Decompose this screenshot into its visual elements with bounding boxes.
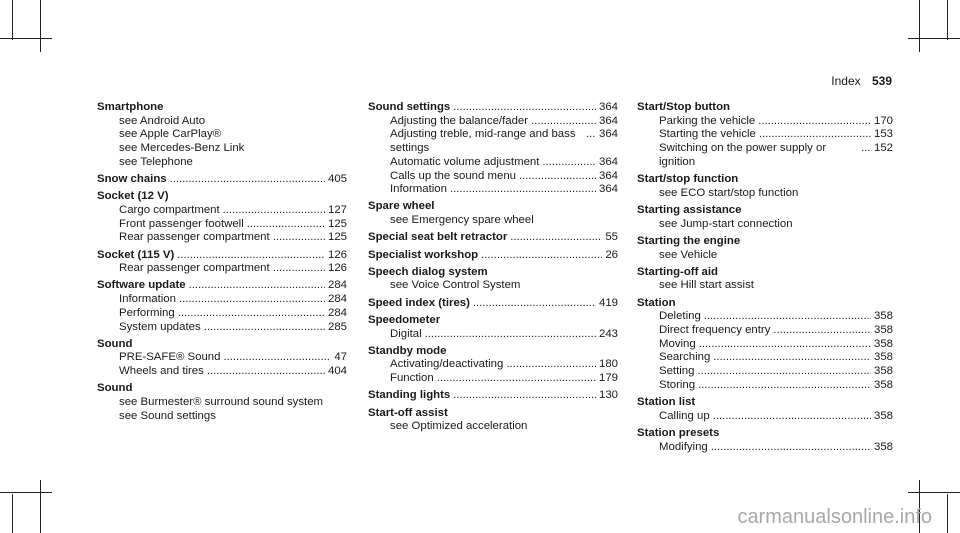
index-subentry-text: Automatic volume adjustment	[390, 155, 540, 168]
dot-leader	[697, 365, 871, 379]
index-subentry-text: Modifying	[659, 440, 708, 453]
index-heading[interactable]	[368, 407, 618, 421]
index-subentry[interactable]	[368, 115, 618, 129]
index-heading-text: Standing lights	[368, 389, 451, 402]
index-heading-text: Sound	[97, 382, 133, 395]
index-entry	[368, 231, 618, 245]
page-reference[interactable]: 364	[598, 169, 618, 182]
index-heading-text: Standby mode	[368, 344, 447, 357]
dot-leader	[542, 156, 596, 170]
index-column	[637, 101, 893, 458]
index-subentry[interactable]	[637, 218, 893, 232]
index-subentry-text: Rear passenger compartment	[119, 231, 270, 244]
index-heading-text: Speedometer	[368, 313, 441, 326]
index-heading[interactable]	[368, 200, 618, 214]
page-reference[interactable]: 170	[873, 114, 893, 127]
dot-leader	[178, 307, 325, 321]
index-entry	[637, 101, 893, 170]
index-subentry[interactable]	[368, 214, 618, 228]
index-subentry-text: see Burmester® surround sound system	[119, 396, 324, 409]
index-heading[interactable]	[637, 396, 893, 410]
index-subentry[interactable]	[97, 262, 347, 276]
crop-mark	[947, 494, 948, 533]
crop-mark	[947, 0, 948, 40]
index-column	[97, 101, 347, 427]
dot-leader	[773, 324, 871, 338]
index-entry	[637, 204, 893, 231]
page-reference[interactable]: 26	[605, 248, 618, 261]
index-subentry[interactable]	[637, 249, 893, 263]
index-subentry[interactable]	[97, 307, 347, 321]
index-subentry-text: see Voice Control System	[390, 279, 521, 292]
dot-leader	[510, 231, 602, 245]
index-heading-text: Station presets	[637, 426, 720, 439]
index-subentry[interactable]	[97, 115, 347, 129]
index-heading-text: Start/stop function	[637, 173, 739, 186]
index-entry	[637, 396, 893, 423]
index-subentry[interactable]	[368, 372, 618, 386]
index-entry	[368, 200, 618, 227]
index-subentry[interactable]	[368, 279, 618, 293]
dot-leader	[179, 293, 325, 307]
index-subentry-text: Starting the vehicle	[659, 128, 756, 141]
index-subentry[interactable]	[368, 328, 618, 342]
index-subentry[interactable]	[97, 365, 347, 379]
page-reference[interactable]: 364	[598, 183, 618, 196]
dot-leader	[481, 249, 602, 263]
index-subentry[interactable]	[637, 379, 893, 393]
dot-leader	[519, 170, 596, 184]
page-reference[interactable]: 358	[873, 337, 893, 350]
index-subentry[interactable]	[637, 310, 893, 324]
index-heading-text: Start/Stop button	[637, 101, 731, 113]
index-heading[interactable]	[368, 249, 618, 263]
index-heading[interactable]	[368, 389, 618, 403]
index-heading-text: Spare wheel	[368, 200, 435, 213]
page-reference[interactable]: 358	[873, 351, 893, 364]
index-entry	[368, 266, 618, 293]
index-subentry-text: Cargo compartment	[119, 203, 220, 216]
dot-leader	[453, 101, 596, 115]
crop-mark	[908, 38, 960, 39]
page-reference[interactable]: 358	[873, 378, 893, 391]
index-entry	[637, 235, 893, 262]
index-subentry[interactable]	[637, 351, 893, 365]
index-subentry[interactable]	[97, 410, 347, 424]
dot-leader	[273, 262, 325, 276]
page-reference[interactable]: 180	[598, 358, 618, 371]
index-subentry[interactable]	[368, 170, 618, 184]
page-reference[interactable]: 364	[598, 155, 618, 168]
index-heading[interactable]	[97, 101, 347, 115]
index-heading-text: Socket (115 V)	[97, 248, 175, 261]
index-entry	[368, 249, 618, 263]
index-subentry[interactable]	[637, 128, 893, 142]
index-heading-text: Special seat belt retractor	[368, 231, 508, 244]
index-subentry-text: Storing	[659, 378, 696, 391]
dot-leader	[273, 231, 325, 245]
page-reference[interactable]: 358	[873, 365, 893, 378]
page-reference[interactable]: 126	[327, 262, 347, 275]
index-heading-text: Specialist workshop	[368, 248, 479, 261]
page-reference[interactable]: 126	[327, 248, 347, 261]
index-entry	[637, 427, 893, 454]
crop-mark	[40, 480, 41, 533]
crop-mark	[40, 0, 41, 52]
index-heading[interactable]	[368, 101, 618, 115]
index-heading[interactable]	[637, 173, 893, 187]
index-heading-text: Start-off assist	[368, 406, 448, 419]
index-heading[interactable]	[637, 427, 893, 441]
index-entry	[97, 190, 347, 245]
index-subentry[interactable]	[637, 279, 893, 293]
index-subentry[interactable]	[97, 351, 347, 365]
dot-leader	[189, 279, 325, 293]
index-heading[interactable]	[637, 235, 893, 249]
index-heading-text: Socket (12 V)	[97, 190, 169, 203]
index-entry	[637, 173, 893, 200]
index-heading[interactable]	[368, 297, 618, 311]
index-subentry[interactable]	[637, 365, 893, 379]
index-subentry[interactable]	[97, 128, 347, 142]
page-reference[interactable]: 364	[598, 101, 618, 113]
index-entry	[97, 101, 347, 170]
index-heading-text: Starting-off aid	[637, 265, 718, 278]
index-heading-text: Speed index (tires)	[368, 296, 470, 309]
index-subentry[interactable]	[97, 231, 347, 245]
index-subentry[interactable]	[368, 183, 618, 197]
page-reference[interactable]: 47	[334, 351, 347, 364]
dot-leader	[247, 218, 325, 232]
index-entry	[97, 173, 347, 187]
crop-mark	[919, 0, 920, 52]
index-entry	[637, 297, 893, 393]
index-subentry-text: see Vehicle	[659, 248, 718, 261]
index-heading[interactable]	[97, 173, 347, 187]
index-subentry-text: see Hill start assist	[659, 279, 754, 292]
dot-leader	[699, 338, 871, 352]
dot-leader	[759, 128, 871, 142]
index-entry	[368, 101, 618, 197]
index-entry	[97, 382, 347, 423]
crop-mark	[908, 492, 960, 493]
index-subentry-text: Information	[390, 183, 447, 196]
index-subentry-text: System updates	[119, 320, 201, 333]
index-heading-text: Speech dialog system	[368, 265, 488, 278]
index-subentry-text: Adjusting treble, mid-range and bass settings	[390, 128, 576, 155]
index-subentry[interactable]	[97, 142, 347, 156]
index-heading[interactable]	[637, 266, 893, 280]
index-heading[interactable]	[637, 204, 893, 218]
index-subentry-text: see Emergency spare wheel	[390, 214, 534, 227]
dot-leader	[758, 115, 871, 129]
crop-mark	[0, 492, 52, 493]
page-reference[interactable]: 130	[598, 389, 618, 402]
page-reference[interactable]: 284	[327, 293, 347, 306]
page-reference[interactable]: 152	[873, 142, 893, 155]
index-subentry-text: Direct frequency entry	[659, 324, 771, 337]
dot-leader	[170, 173, 325, 187]
index-subentry[interactable]	[368, 128, 618, 155]
index-subentry-text: Deleting	[659, 310, 701, 323]
index-heading-text: Station list	[637, 396, 696, 409]
index-subentry[interactable]	[97, 321, 347, 335]
index-subentry[interactable]	[637, 410, 893, 424]
dot-leader	[177, 249, 325, 263]
page-reference[interactable]: 284	[327, 306, 347, 319]
index-heading[interactable]	[368, 345, 618, 359]
page-reference[interactable]: 358	[873, 310, 893, 323]
page-reference[interactable]: 364	[598, 114, 618, 127]
page-reference[interactable]: 153	[873, 128, 893, 141]
page-reference[interactable]: 179	[598, 372, 618, 385]
index-heading[interactable]	[97, 249, 347, 263]
dot-leader	[711, 441, 871, 455]
dot-leader	[437, 372, 596, 386]
index-subentry[interactable]	[637, 441, 893, 455]
index-subentry-text: Calling up	[659, 409, 710, 422]
index-heading-text: Snow chains	[97, 173, 167, 186]
index-entry	[97, 249, 347, 276]
crop-mark	[0, 38, 52, 39]
index-heading[interactable]	[97, 382, 347, 396]
index-subentry[interactable]	[637, 187, 893, 201]
index-heading-text: Software update	[97, 279, 186, 292]
index-entry	[368, 297, 618, 311]
index-subentry-text: Searching	[659, 351, 711, 364]
dot-leader	[713, 410, 871, 424]
index-subentry[interactable]	[637, 324, 893, 338]
index-subentry[interactable]	[637, 115, 893, 129]
index-heading-text: Station	[637, 296, 676, 309]
page-reference[interactable]: 358	[873, 324, 893, 337]
dot-leader	[473, 297, 596, 311]
index-heading-text: Sound settings	[368, 101, 451, 113]
index-subentry[interactable]	[637, 338, 893, 352]
index-subentry-text: Information	[119, 293, 176, 306]
dot-leader	[204, 321, 325, 335]
index-subentry-text: Moving	[659, 337, 696, 350]
index-subentry-text: see Sound settings	[119, 409, 216, 422]
dot-leader	[450, 183, 596, 197]
index-subentry-text: see Optimized acceleration	[390, 420, 528, 433]
index-subentry-text: Activating/deactivating	[390, 358, 504, 371]
index-subentry[interactable]	[637, 142, 893, 169]
page-reference[interactable]: 125	[327, 231, 347, 244]
index-entry	[637, 266, 893, 293]
index-subentry-text: see Apple CarPlay®	[119, 128, 222, 141]
header-title: Index	[831, 74, 861, 88]
index-subentry-text: PRE-SAFE® Sound	[119, 351, 221, 364]
page-reference[interactable]: 284	[327, 279, 347, 292]
page-reference[interactable]: 358	[873, 440, 893, 453]
index-entry	[97, 279, 347, 334]
index-subentry-text: Digital	[390, 327, 422, 340]
index-subentry-text: see Telephone	[119, 155, 193, 168]
index-subentry[interactable]	[368, 420, 618, 434]
index-subentry-text: Switching on the power supply or ignition	[659, 142, 827, 168]
index-subentry-text: Front passenger footwell	[119, 217, 244, 230]
index-subentry-text: see Jump-start connection	[659, 217, 793, 230]
dot-leader	[861, 142, 871, 169]
index-heading-text: Sound	[97, 337, 133, 350]
index-column	[368, 101, 618, 437]
index-entry	[368, 407, 618, 434]
index-subentry[interactable]	[97, 204, 347, 218]
page-reference[interactable]: 243	[598, 327, 618, 340]
index-entry	[368, 389, 618, 403]
index-heading[interactable]	[97, 279, 347, 293]
page-reference[interactable]: 419	[598, 296, 618, 309]
watermark: carmanualsonline.info	[737, 506, 932, 528]
index-entry	[368, 314, 618, 341]
dot-leader	[704, 310, 871, 324]
index-heading[interactable]	[97, 338, 347, 352]
index-subentry-text: see Android Auto	[119, 114, 206, 127]
dot-leader	[453, 389, 596, 403]
dot-leader	[207, 365, 325, 379]
index-subentry-text: Wheels and tires	[119, 365, 204, 378]
index-entry	[97, 338, 347, 379]
index-subentry[interactable]	[368, 156, 618, 170]
index-heading[interactable]	[97, 190, 347, 204]
index-subentry[interactable]	[368, 358, 618, 372]
dot-leader	[713, 351, 871, 365]
page-reference[interactable]: 358	[873, 409, 893, 422]
page-header	[831, 74, 892, 88]
page-reference[interactable]: 405	[327, 173, 347, 186]
index-entry	[368, 345, 618, 386]
page-reference[interactable]: 285	[327, 320, 347, 333]
crop-mark	[12, 494, 13, 533]
dot-leader	[223, 351, 331, 365]
dot-leader	[506, 358, 596, 372]
dot-leader	[586, 128, 596, 155]
index-heading-text: Starting the engine	[637, 234, 741, 247]
page-number: 539	[871, 74, 892, 88]
index-subentry[interactable]	[97, 293, 347, 307]
index-subentry-text: Performing	[119, 306, 175, 319]
dot-leader	[425, 328, 596, 342]
dot-leader	[531, 115, 596, 129]
index-heading-text: Starting assistance	[637, 203, 742, 216]
index-heading[interactable]	[368, 314, 618, 328]
index-heading[interactable]	[368, 266, 618, 280]
index-subentry-text: Function	[390, 372, 434, 385]
index-subentry-text: Parking the vehicle	[659, 114, 756, 127]
index-subentry-text: Setting	[659, 365, 695, 378]
index-subentry-text: Calls up the sound menu	[390, 169, 517, 182]
index-subentry-text: see Mercedes-Benz Link	[119, 142, 245, 155]
page-reference[interactable]: 364	[598, 128, 618, 141]
index-subentry-text: Adjusting the balance/fader	[390, 114, 529, 127]
page-reference[interactable]: 127	[327, 203, 347, 216]
page-reference[interactable]: 404	[327, 365, 347, 378]
index-subentry-text: Rear passenger compartment	[119, 262, 270, 275]
crop-mark	[12, 0, 13, 40]
index-heading[interactable]	[368, 231, 618, 245]
dot-leader	[223, 204, 325, 218]
index-subentry-text: see ECO start/stop function	[659, 186, 799, 199]
index-subentry[interactable]	[97, 396, 347, 410]
index-heading-text: Smartphone	[97, 101, 164, 113]
page-reference[interactable]: 125	[327, 217, 347, 230]
page-reference[interactable]: 55	[605, 231, 618, 244]
index-heading[interactable]	[637, 297, 893, 311]
index-subentry[interactable]	[97, 218, 347, 232]
index-subentry[interactable]	[97, 156, 347, 170]
index-heading[interactable]	[637, 101, 893, 115]
dot-leader	[698, 379, 871, 393]
